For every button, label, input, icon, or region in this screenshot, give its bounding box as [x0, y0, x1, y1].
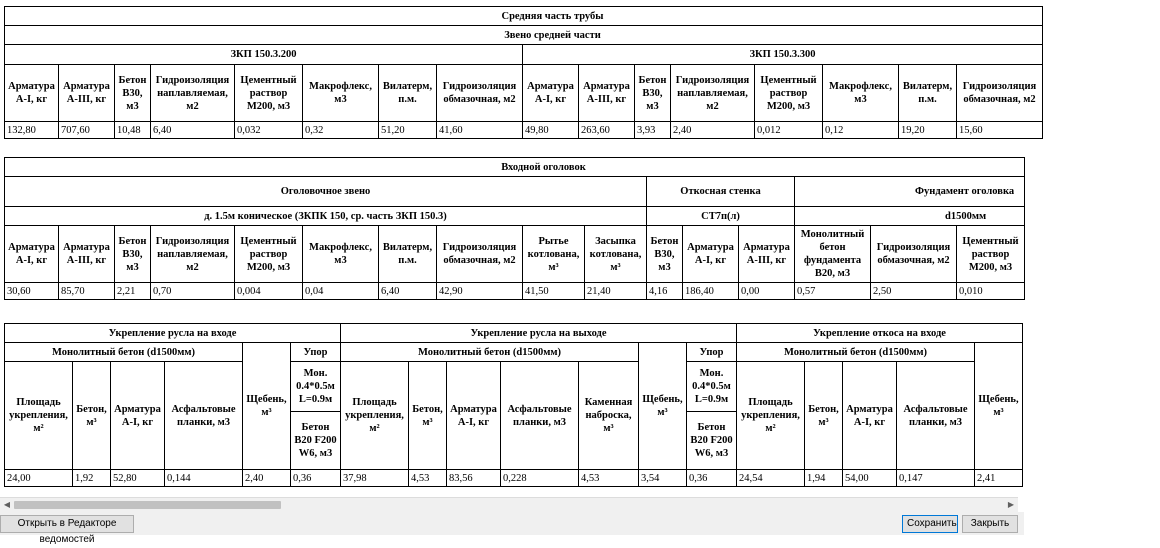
upor-outlet-label: Упор — [687, 343, 737, 362]
t1-header-9: Арматура А-III, кг — [579, 65, 635, 122]
conical-link-subsection: д. 1.5м коническое (ЗКПК 150, ср. часть ЗКП 150.3) — [5, 207, 647, 226]
t1-header-10: Бетон В30, м3 — [635, 65, 671, 122]
t2-header-13: Монолитный бетон фундамента В20, м3 — [795, 226, 871, 283]
t2-value-1: 85,70 — [59, 283, 115, 300]
t1-value-1: 707,60 — [59, 122, 115, 139]
close-button[interactable]: Закрыть — [962, 515, 1018, 533]
t2-value-10: 4,16 — [647, 283, 683, 300]
monolith-slope-label: Монолитный бетон (d1500мм) — [737, 343, 975, 362]
t3-value-6: 37,98 — [341, 470, 409, 487]
t3-value-16: 0,147 — [897, 470, 975, 487]
t3-head-13: Площадь укрепления, м² — [737, 362, 805, 470]
t3-head-15: Арматура А-I, кг — [843, 362, 897, 470]
t2-header-4: Цементный раствор М200, м3 — [235, 226, 303, 283]
t1-value-4: 0,032 — [235, 122, 303, 139]
t2-header-9: Засыпка котлована, м³ — [585, 226, 647, 283]
t2-header-5: Макрофлекс, м3 — [303, 226, 379, 283]
t3-head-16: Асфальтовые планки, м3 — [897, 362, 975, 470]
d1500-subsection: d1500мм — [795, 207, 1025, 226]
t3-value-17: 2,41 — [975, 470, 1023, 487]
t1-value-11: 2,40 — [671, 122, 755, 139]
t1-header-13: Макрофлекс, м3 — [823, 65, 899, 122]
upor-inlet-sub: Мон. 0.4*0.5м L=0.9м — [291, 362, 341, 412]
t3-head-4: Щебень, м³ — [243, 343, 291, 470]
t3-head-8: Арматура А-I, кг — [447, 362, 501, 470]
t2-value-8: 41,50 — [523, 283, 585, 300]
t3-head-1: Бетон, м³ — [73, 362, 111, 470]
pipe-middle-title: Средняя часть трубы — [5, 7, 1043, 26]
scrollbar-thumb[interactable] — [14, 501, 281, 509]
t1-header-14: Вилатерм, п.м. — [899, 65, 957, 122]
t1-header-4: Цементный раствор М200, м3 — [235, 65, 303, 122]
head-foundation-section: Фундамент оголовка — [795, 177, 1025, 207]
t3-value-11: 3,54 — [639, 470, 687, 487]
t2-value-11: 186,40 — [683, 283, 739, 300]
t3-head-2: Арматура А-I, кг — [111, 362, 165, 470]
t1-value-10: 3,93 — [635, 122, 671, 139]
t3-value-1: 1,92 — [73, 470, 111, 487]
t3-head-10: Каменная наброска, м³ — [579, 362, 639, 470]
t2-value-7: 42,90 — [437, 283, 523, 300]
t1-value-0: 132,80 — [5, 122, 59, 139]
scroll-left-icon[interactable]: ◀ — [3, 500, 11, 509]
t1-header-7: Гидроизоляция обмазочная, м2 — [437, 65, 523, 122]
t2-header-2: Бетон В30, м3 — [115, 226, 151, 283]
upor-inlet-label: Упор — [291, 343, 341, 362]
t2-value-15: 0,010 — [957, 283, 1025, 300]
t2-value-5: 0,04 — [303, 283, 379, 300]
t3-value-2: 52,80 — [111, 470, 165, 487]
save-button[interactable]: Сохранить — [902, 515, 958, 533]
t1-value-3: 6,40 — [151, 122, 235, 139]
t2-value-12: 0,00 — [739, 283, 795, 300]
t2-header-11: Арматура А-I, кг — [683, 226, 739, 283]
t1-value-12: 0,012 — [755, 122, 823, 139]
t1-value-14: 19,20 — [899, 122, 957, 139]
open-in-editor-button[interactable]: Открыть в Редакторе ведомостей — [0, 515, 134, 533]
t2-value-3: 0,70 — [151, 283, 235, 300]
middle-link-title: Звено средней части — [5, 26, 1043, 45]
channel-outlet-section: Укрепление русла на выходе — [341, 324, 737, 343]
t2-value-13: 0,57 — [795, 283, 871, 300]
horizontal-scrollbar[interactable] — [0, 497, 1018, 512]
t1-header-6: Вилатерм, п.м. — [379, 65, 437, 122]
t2-value-14: 2,50 — [871, 283, 957, 300]
t2-header-3: Гидроизоляция наплавляемая, м2 — [151, 226, 235, 283]
t3-value-9: 0,228 — [501, 470, 579, 487]
t1-header-8: Арматура А-I, кг — [523, 65, 579, 122]
t1-value-15: 15,60 — [957, 122, 1043, 139]
inlet-head-title: Входной оголовок — [5, 158, 1025, 177]
t3-value-5: 0,36 — [291, 470, 341, 487]
slope-wall-section: Откосная стенка — [647, 177, 795, 207]
t2-header-12: Арматура А-III, кг — [739, 226, 795, 283]
t2-header-1: Арматура А-III, кг — [59, 226, 115, 283]
t3-head-14: Бетон, м³ — [805, 362, 843, 470]
t3-value-3: 0,144 — [165, 470, 243, 487]
group-zkp-300: ЗКП 150.3.300 — [523, 45, 1043, 65]
t3-head-5: Бетон В20 F200 W6, м3 — [291, 412, 341, 470]
t3-head-9: Асфальтовые планки, м3 — [501, 362, 579, 470]
t1-header-11: Гидроизоляция наплавляемая, м2 — [671, 65, 755, 122]
t1-value-9: 263,60 — [579, 122, 635, 139]
t2-value-4: 0,004 — [235, 283, 303, 300]
t2-value-6: 6,40 — [379, 283, 437, 300]
t1-value-5: 0,32 — [303, 122, 379, 139]
scroll-right-icon[interactable]: ▶ — [1007, 500, 1015, 509]
t2-header-14: Гидроизоляция обмазочная, м2 — [871, 226, 957, 283]
t1-header-2: Бетон В30, м3 — [115, 65, 151, 122]
head-link-section: Оголовочное звено — [5, 177, 647, 207]
t1-value-2: 10,48 — [115, 122, 151, 139]
t1-value-13: 0,12 — [823, 122, 899, 139]
channel-inlet-section: Укрепление русла на входе — [5, 324, 341, 343]
monolith-inlet-label: Монолитный бетон (d1500мм) — [5, 343, 243, 362]
t1-header-15: Гидроизоляция обмазочная, м2 — [957, 65, 1043, 122]
t2-header-8: Рытье котлована, м³ — [523, 226, 585, 283]
t2-header-7: Гидроизоляция обмазочная, м2 — [437, 226, 523, 283]
t3-value-8: 83,56 — [447, 470, 501, 487]
t3-head-0: Площадь укрепления, м² — [5, 362, 73, 470]
t1-value-8: 49,80 — [523, 122, 579, 139]
t3-head-11: Щебень, м³ — [639, 343, 687, 470]
t3-head-3: Асфальтовые планки, м3 — [165, 362, 243, 470]
upor-outlet-sub: Мон. 0.4*0.5м L=0.9м — [687, 362, 737, 412]
st7-subsection: СТ7п(л) — [647, 207, 795, 226]
t2-header-0: Арматура А-I, кг — [5, 226, 59, 283]
t1-value-6: 51,20 — [379, 122, 437, 139]
t3-value-14: 1,94 — [805, 470, 843, 487]
t1-header-12: Цементный раствор М200, м3 — [755, 65, 823, 122]
slope-inlet-section: Укрепление откоса на входе — [737, 324, 1023, 343]
t3-value-12: 0,36 — [687, 470, 737, 487]
t3-value-13: 24,54 — [737, 470, 805, 487]
t2-header-15: Цементный раствор М200, м3 — [957, 226, 1025, 283]
t3-value-4: 2,40 — [243, 470, 291, 487]
t2-header-10: Бетон В30, м3 — [647, 226, 683, 283]
t1-header-5: Макрофлекс, м3 — [303, 65, 379, 122]
group-zkp-200: ЗКП 150.3.200 — [5, 45, 523, 65]
reinforcement-table — [4, 323, 1023, 487]
t2-value-9: 21,40 — [585, 283, 647, 300]
inlet-head-table — [4, 157, 1025, 300]
t3-head-17: Щебень, м³ — [975, 343, 1023, 470]
t3-head-12: Бетон В20 F200 W6, м3 — [687, 412, 737, 470]
t3-head-7: Бетон, м³ — [409, 362, 447, 470]
t2-header-6: Вилатерм, п.м. — [379, 226, 437, 283]
t1-header-3: Гидроизоляция наплавляемая, м2 — [151, 65, 235, 122]
t3-value-7: 4,53 — [409, 470, 447, 487]
monolith-outlet-label: Монолитный бетон (d1500мм) — [341, 343, 639, 362]
t1-header-1: Арматура А-III, кг — [59, 65, 115, 122]
t3-value-10: 4,53 — [579, 470, 639, 487]
t2-value-0: 30,60 — [5, 283, 59, 300]
t3-value-0: 24,00 — [5, 470, 73, 487]
t2-value-2: 2,21 — [115, 283, 151, 300]
t3-head-6: Площадь укрепления, м² — [341, 362, 409, 470]
t1-value-7: 41,60 — [437, 122, 523, 139]
dialog-footer — [0, 512, 1024, 545]
t1-header-0: Арматура А-I, кг — [5, 65, 59, 122]
t3-value-15: 54,00 — [843, 470, 897, 487]
pipe-middle-table — [4, 6, 1043, 139]
